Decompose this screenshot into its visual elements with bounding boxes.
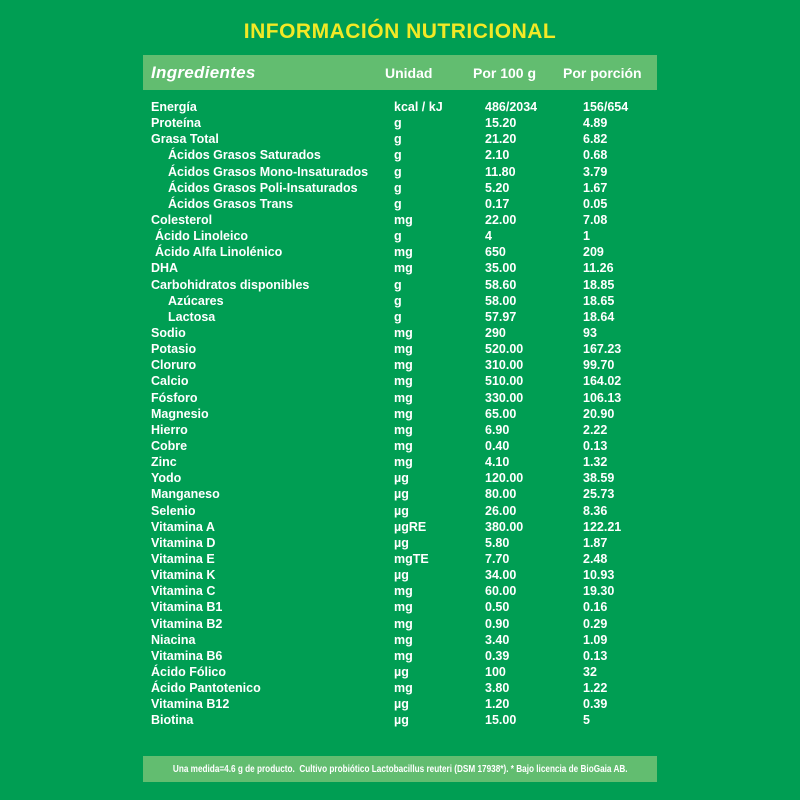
- per-portion-value: 6.82: [583, 132, 608, 147]
- per-portion-value: 0.13: [583, 648, 608, 663]
- per-portion-value: 0.13: [583, 438, 608, 453]
- per-portion-value: 0.29: [583, 616, 608, 631]
- unit-value: µg: [394, 568, 409, 583]
- unit-value: µg: [394, 471, 409, 486]
- unit-value: mg: [394, 212, 413, 227]
- unit-value: g: [394, 309, 402, 324]
- per-portion-value: 20.90: [583, 406, 615, 421]
- per-100g-value: 510.00: [485, 374, 524, 389]
- ingredient-name: Ácido Alfa Linolénico: [155, 245, 283, 260]
- unit-value: kcal / kJ: [394, 100, 443, 114]
- ingredient-name: Niacina: [151, 632, 196, 647]
- per-100g-value: 310.00: [485, 358, 524, 373]
- table-row: [143, 486, 657, 502]
- header-por-porcion: Por porción: [563, 64, 642, 81]
- per-100g-value: 6.90: [485, 422, 510, 437]
- table-row: [143, 147, 657, 163]
- ingredient-name: Ácido Pantotenico: [151, 681, 261, 696]
- per-100g-value: 330.00: [485, 390, 524, 405]
- table-row: [143, 712, 657, 728]
- unit-value: g: [394, 196, 402, 211]
- per-100g-value: 0.90: [485, 616, 510, 631]
- page-title: INFORMACIÓN NUTRICIONAL: [243, 20, 557, 43]
- per-100g-value: 2.10: [485, 148, 510, 163]
- ingredient-name: Zinc: [151, 455, 177, 470]
- table-row: [143, 599, 657, 615]
- table-row: [143, 470, 657, 486]
- per-100g-value: 1.20: [485, 697, 510, 712]
- table-row: [143, 260, 657, 276]
- unit-value: mg: [394, 632, 413, 647]
- per-100g-value: 60.00: [485, 584, 517, 599]
- per-100g-value: 34.00: [485, 568, 517, 583]
- unit-value: g: [394, 132, 402, 147]
- per-100g-value: 22.00: [485, 212, 517, 227]
- ingredient-name: Selenio: [151, 503, 196, 518]
- unit-value: mg: [394, 261, 413, 276]
- per-100g-value: 21.20: [485, 132, 517, 147]
- ingredient-name: Colesterol: [151, 212, 213, 227]
- ingredient-name: Carbohidratos disponibles: [151, 277, 310, 292]
- per-portion-value: 0.05: [583, 196, 608, 211]
- per-portion-value: 19.30: [583, 584, 615, 599]
- table-row: [143, 277, 657, 293]
- per-100g-value: 380.00: [485, 519, 524, 534]
- table-row: [143, 390, 657, 406]
- unit-value: µg: [394, 535, 409, 550]
- unit-value: µg: [394, 664, 409, 679]
- per-portion-value: 209: [583, 245, 604, 260]
- table-row: [143, 551, 657, 567]
- ingredient-name: Vitamina C: [151, 584, 216, 599]
- per-100g-value: 7.70: [485, 551, 510, 566]
- unit-value: g: [394, 180, 402, 195]
- table-row: [143, 212, 657, 228]
- per-100g-value: 4: [485, 229, 492, 244]
- unit-value: mg: [394, 342, 413, 357]
- ingredient-name: Grasa Total: [151, 132, 219, 147]
- table-row: [143, 115, 657, 131]
- table-row: [143, 503, 657, 519]
- per-portion-value: 11.26: [583, 261, 614, 276]
- per-portion-value: 93: [583, 325, 597, 340]
- ingredient-name: Ácidos Grasos Poli-Insaturados: [168, 180, 358, 195]
- table-header-row: [143, 55, 657, 90]
- unit-value: mg: [394, 584, 413, 599]
- unit-value: g: [394, 116, 402, 131]
- unit-value: g: [394, 148, 402, 163]
- ingredient-name: Vitamina E: [151, 551, 215, 566]
- table-row: [143, 373, 657, 389]
- unit-value: mg: [394, 616, 413, 631]
- footnote-text: Una medida=4.6 g de producto. Cultivo probiótico Lactobacillus reuteri (DSM 17938*). * Bajo licencia de BioGaia AB.: [172, 763, 628, 775]
- ingredient-name: Yodo: [151, 471, 182, 486]
- per-100g-value: 0.40: [485, 438, 510, 453]
- table-row: [143, 131, 657, 147]
- per-portion-value: 7.08: [583, 212, 608, 227]
- per-100g-value: 26.00: [485, 503, 517, 518]
- table-row: [143, 309, 657, 325]
- per-portion-value: 18.64: [583, 309, 615, 324]
- unit-value: µgRE: [394, 519, 427, 534]
- per-100g-value: 80.00: [485, 487, 517, 502]
- per-portion-value: 8.36: [583, 503, 608, 518]
- per-100g-value: 650: [485, 245, 506, 260]
- ingredient-name: Cloruro: [151, 358, 197, 373]
- table-row: [143, 696, 657, 712]
- per-portion-value: 122.21: [583, 519, 622, 534]
- unit-value: mg: [394, 455, 413, 470]
- unit-value: µg: [394, 697, 409, 712]
- table-row: [143, 293, 657, 309]
- unit-value: mg: [394, 245, 413, 260]
- per-100g-value: 100: [485, 664, 506, 679]
- ingredient-name: DHA: [151, 261, 179, 276]
- unit-value: mg: [394, 374, 413, 389]
- ingredient-name: Biotina: [151, 713, 194, 728]
- per-100g-value: 65.00: [485, 406, 517, 421]
- unit-value: g: [394, 293, 402, 308]
- table-body: [143, 99, 657, 728]
- ingredient-name: Ácidos Grasos Saturados: [168, 148, 321, 163]
- table-row: [143, 438, 657, 454]
- table-row: [143, 632, 657, 648]
- per-portion-value: 5: [583, 713, 590, 728]
- unit-value: mg: [394, 438, 413, 453]
- per-portion-value: 164.02: [583, 374, 622, 389]
- ingredient-name: Vitamina A: [151, 519, 215, 534]
- header-por-100g: Por 100 g: [473, 64, 537, 81]
- per-portion-value: 106.13: [583, 390, 622, 405]
- per-portion-value: 1.32: [583, 455, 608, 470]
- per-100g-value: 5.80: [485, 535, 510, 550]
- ingredient-name: Ácidos Grasos Mono-Insaturados: [168, 164, 369, 179]
- per-portion-value: 1.67: [583, 180, 608, 195]
- ingredient-name: Hierro: [151, 422, 188, 437]
- per-portion-value: 167.23: [583, 342, 622, 357]
- ingredient-name: Vitamina B2: [151, 616, 223, 631]
- per-portion-value: 0.68: [583, 148, 608, 163]
- unit-value: g: [394, 277, 402, 292]
- per-portion-value: 0.16: [583, 600, 608, 615]
- footnote-bar: [143, 756, 657, 782]
- per-100g-value: 4.10: [485, 455, 510, 470]
- per-100g-value: 0.50: [485, 600, 510, 615]
- per-100g-value: 58.00: [485, 293, 517, 308]
- table-row: [143, 648, 657, 664]
- ingredient-name: Vitamina D: [151, 535, 216, 550]
- header-ingredientes: Ingredientes: [151, 62, 256, 82]
- unit-value: mg: [394, 325, 413, 340]
- unit-value: mg: [394, 600, 413, 615]
- ingredient-name: Ácidos Grasos Trans: [168, 196, 294, 211]
- unit-value: g: [394, 229, 402, 244]
- table-row: [143, 406, 657, 422]
- per-portion-value: 4.89: [583, 116, 608, 131]
- unit-value: mgTE: [394, 551, 429, 566]
- per-100g-value: 58.60: [485, 277, 517, 292]
- per-100g-value: 35.00: [485, 261, 517, 276]
- unit-value: µg: [394, 713, 409, 728]
- ingredient-name: Cobre: [151, 438, 188, 453]
- table-row: [143, 164, 657, 180]
- table-row: [143, 583, 657, 599]
- per-100g-value: 290: [485, 325, 506, 340]
- per-portion-value: 1: [583, 229, 590, 244]
- per-100g-value: 15.20: [485, 116, 517, 131]
- unit-value: mg: [394, 390, 413, 405]
- per-portion-value: 156/654: [583, 100, 629, 114]
- ingredient-name: Magnesio: [151, 406, 209, 421]
- per-100g-value: 57.97: [485, 309, 517, 324]
- ingredient-name: Ácido Fólico: [151, 664, 226, 679]
- table-row: [143, 664, 657, 680]
- per-100g-value: 0.17: [485, 196, 510, 211]
- ingredient-name: Calcio: [151, 374, 189, 389]
- per-100g-value: 120.00: [485, 471, 524, 486]
- ingredient-name: Proteína: [151, 116, 202, 131]
- per-100g-value: 3.40: [485, 632, 510, 647]
- ingredient-name: Azúcares: [168, 293, 224, 308]
- unit-value: mg: [394, 648, 413, 663]
- table-row: [143, 357, 657, 373]
- ingredient-name: Lactosa: [168, 309, 216, 324]
- per-portion-value: 0.39: [583, 697, 608, 712]
- per-portion-value: 32: [583, 664, 597, 679]
- per-portion-value: 10.93: [583, 568, 615, 583]
- per-portion-value: 1.09: [583, 632, 608, 647]
- ingredient-name: Vitamina K: [151, 568, 216, 583]
- table-row: [143, 616, 657, 632]
- table-row: [143, 422, 657, 438]
- per-portion-value: 38.59: [583, 471, 615, 486]
- per-100g-value: 486/2034: [485, 100, 538, 114]
- per-portion-value: 99.70: [583, 358, 615, 373]
- table-row: [143, 244, 657, 260]
- per-portion-value: 1.87: [583, 535, 608, 550]
- ingredient-name: Potasio: [151, 342, 197, 357]
- table-row: [143, 680, 657, 696]
- per-100g-value: 5.20: [485, 180, 510, 195]
- table-row: [143, 519, 657, 535]
- table-row: [143, 454, 657, 470]
- per-portion-value: 25.73: [583, 487, 615, 502]
- unit-value: mg: [394, 422, 413, 437]
- unit-value: mg: [394, 358, 413, 373]
- table-row: [143, 325, 657, 341]
- table-row: [143, 196, 657, 212]
- per-100g-value: 15.00: [485, 713, 517, 728]
- ingredient-name: Vitamina B12: [151, 697, 230, 712]
- header-unidad: Unidad: [385, 64, 433, 81]
- per-100g-value: 11.80: [485, 164, 516, 179]
- unit-value: g: [394, 164, 402, 179]
- per-portion-value: 2.22: [583, 422, 608, 437]
- table-row: [143, 180, 657, 196]
- per-100g-value: 0.39: [485, 648, 510, 663]
- ingredient-name: Energía: [151, 100, 197, 114]
- per-portion-value: 1.22: [583, 681, 608, 696]
- per-portion-value: 3.79: [583, 164, 608, 179]
- table-row: [143, 99, 657, 115]
- per-portion-value: 2.48: [583, 551, 608, 566]
- per-100g-value: 3.80: [485, 681, 510, 696]
- unit-value: µg: [394, 487, 409, 502]
- ingredient-name: Manganeso: [151, 487, 220, 502]
- unit-value: mg: [394, 681, 413, 696]
- table-row: [143, 228, 657, 244]
- table-row: [143, 567, 657, 583]
- per-100g-value: 520.00: [485, 342, 524, 357]
- table-row: [143, 341, 657, 357]
- per-portion-value: 18.65: [583, 293, 615, 308]
- table-row: [143, 535, 657, 551]
- per-portion-value: 18.85: [583, 277, 615, 292]
- unit-value: mg: [394, 406, 413, 421]
- ingredient-name: Vitamina B6: [151, 648, 223, 663]
- ingredient-name: Vitamina B1: [151, 600, 223, 615]
- ingredient-name: Sodio: [151, 325, 186, 340]
- ingredient-name: Ácido Linoleico: [155, 229, 249, 244]
- ingredient-name: Fósforo: [151, 390, 198, 405]
- unit-value: µg: [394, 503, 409, 518]
